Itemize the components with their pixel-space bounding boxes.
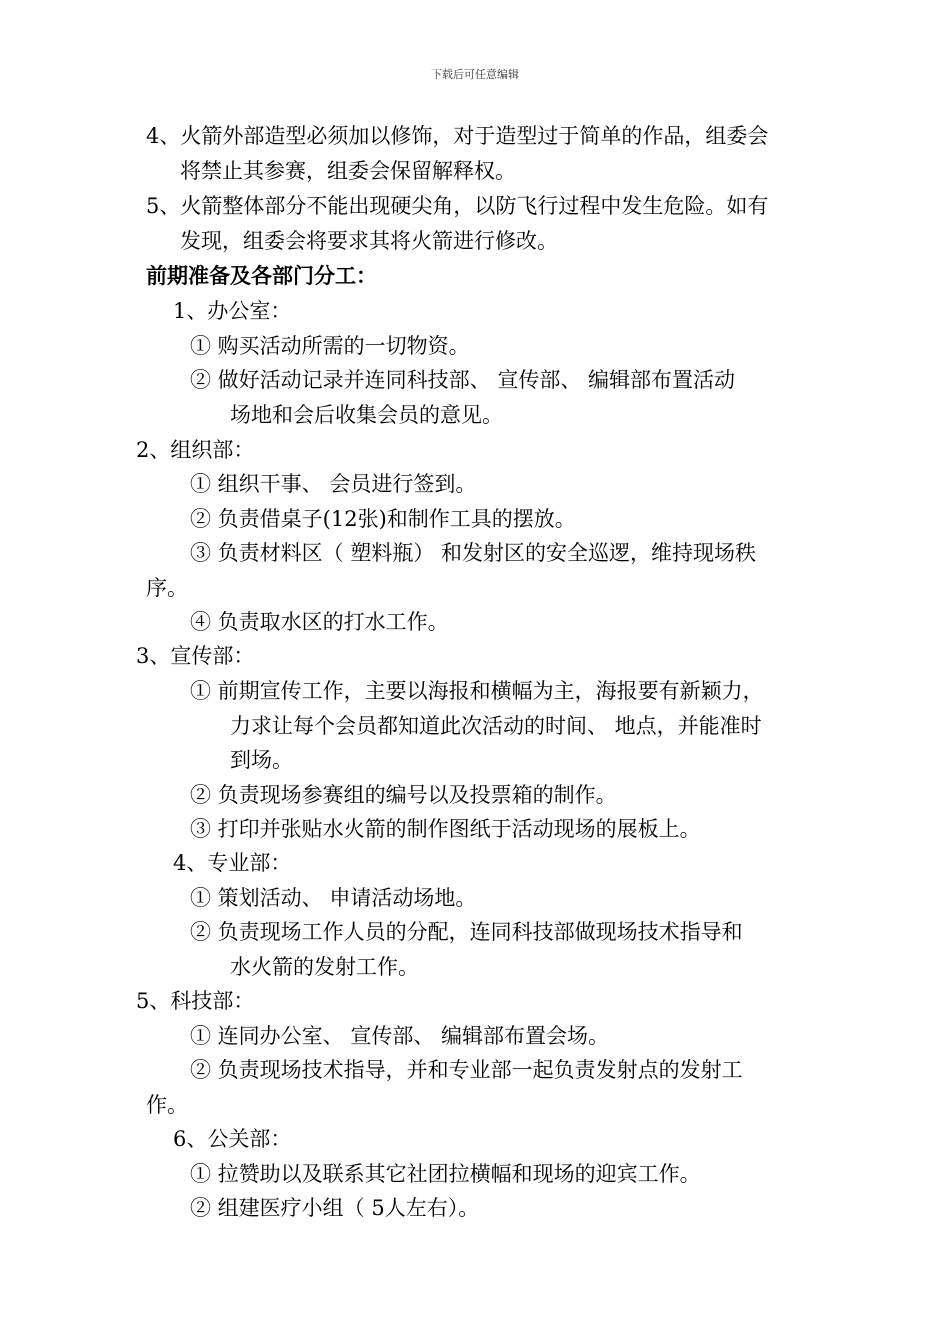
list-item-continuation: 水火箭的发射工作。	[230, 955, 419, 979]
list-item-continuation: 序。	[146, 576, 188, 600]
list-item: ② 负责现场工作人员的分配，连同科技部做现场技术指导和	[190, 920, 743, 944]
department-heading: 6、公关部：	[173, 1127, 292, 1151]
list-item: ② 负责现场技术指导，并和专业部一起负责发射点的发射工	[190, 1058, 743, 1082]
department-heading: 2、组织部：	[136, 438, 255, 462]
department-heading: 1、办公室：	[173, 299, 292, 323]
department-heading: 5、科技部：	[136, 989, 255, 1013]
list-item: ③ 打印并张贴水火箭的制作图纸于活动现场的展板上。	[190, 817, 701, 841]
department-heading: 4、专业部：	[173, 851, 292, 875]
list-item-continuation: 作。	[146, 1093, 188, 1117]
list-item: ③ 负责材料区（ 塑料瓶） 和发射区的安全巡逻，维持现场秩	[190, 541, 757, 565]
section-heading: 前期准备及各部门分工：	[146, 264, 377, 288]
list-item: ② 负责借桌子(12张)和制作工具的摆放。	[190, 507, 576, 531]
list-item: ② 负责现场参赛组的编号以及投票箱的制作。	[190, 783, 617, 807]
list-item-continuation: 场地和会后收集会员的意见。	[230, 403, 503, 427]
paragraph-line: 将禁止其参赛，组委会保留解释权。	[180, 159, 516, 183]
list-item: ① 前期宣传工作，主要以海报和横幅为主，海报要有新颖力，	[190, 679, 764, 703]
list-item: ① 组织干事、 会员进行签到。	[190, 472, 477, 496]
paragraph-line: 4、火箭外部造型必须加以修饰，对于造型过于简单的作品，组委会	[146, 124, 769, 148]
list-item: ② 组建医疗小组（ 5人左右）。	[190, 1196, 480, 1220]
list-item: ① 策划活动、 申请活动场地。	[190, 886, 477, 910]
list-item: ② 做好活动记录并连同科技部、 宣传部、 编辑部布置活动	[190, 368, 736, 392]
paragraph-line: 5、火箭整体部分不能出现硬尖角，以防飞行过程中发生危险。如有	[146, 194, 769, 218]
page-header: 下载后可任意编辑	[431, 68, 519, 81]
list-item: ① 连同办公室、 宣传部、 编辑部布置会场。	[190, 1024, 610, 1048]
list-item: ④ 负责取水区的打水工作。	[190, 610, 449, 634]
paragraph-line: 发现，组委会将要求其将火箭进行修改。	[180, 229, 558, 253]
list-item: ① 拉赞助以及联系其它社团拉横幅和现场的迎宾工作。	[190, 1162, 701, 1186]
list-item-continuation: 到场。	[230, 748, 293, 772]
list-item: ① 购买活动所需的一切物资。	[190, 334, 470, 358]
list-item-continuation: 力求让每个会员都知道此次活动的时间、 地点，并能准时	[230, 714, 762, 738]
department-heading: 3、宣传部：	[136, 644, 255, 668]
